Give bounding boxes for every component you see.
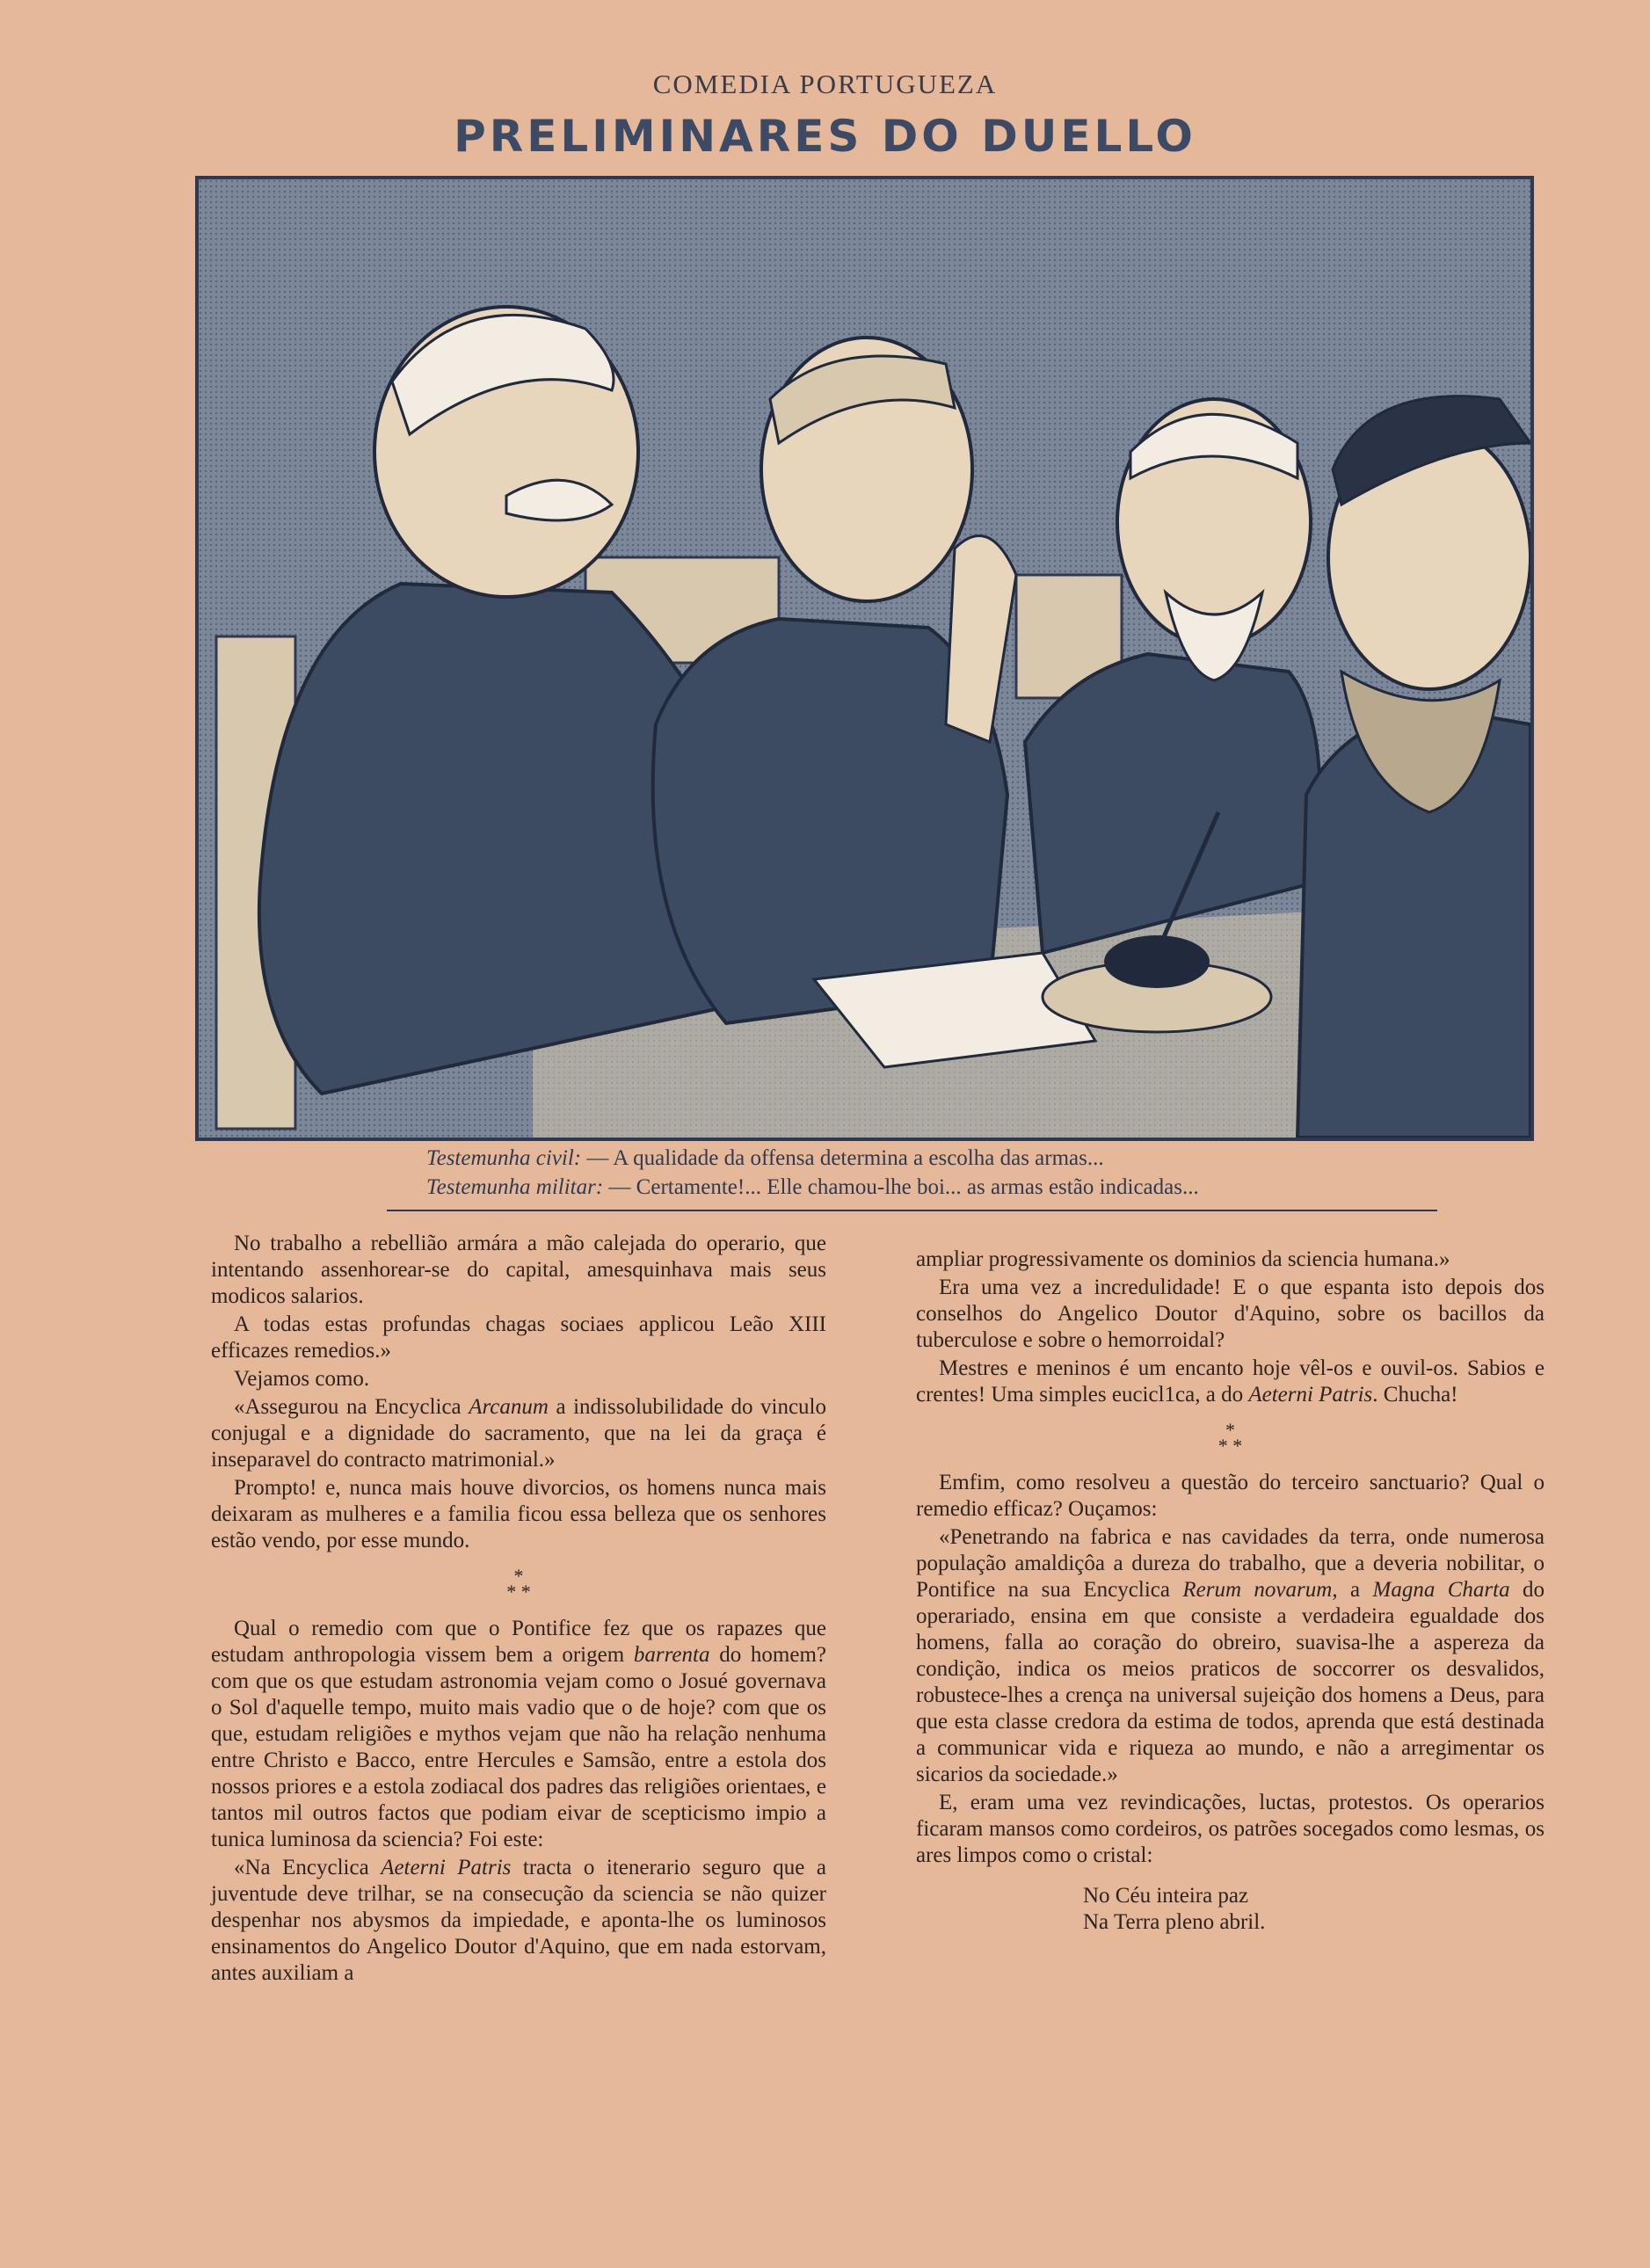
paragraph [211, 1394, 826, 1473]
caricature-illustration [195, 176, 1534, 1141]
text-run: «Penetrando na fabrica e nas cavidades da terra, onde numerosa população amaldiçôa a dureza do trabalho, que a deveria nobilitar, o Pontifice na sua Encyclica [916, 1525, 1545, 1602]
section-stars: * * * [1218, 1419, 1243, 1457]
headline: PRELIMINARES DO DUELLO [454, 111, 1196, 162]
caption-line-2 [426, 1175, 1481, 1200]
text-run: , a [1332, 1578, 1373, 1602]
caption-text-military: — Certamente!... Elle chamou-lhe boi... as armas estão indicadas... [603, 1175, 1199, 1199]
italic-run: Arcanum [469, 1395, 549, 1419]
text-run: do operariado, ensina em que consiste a verdadeira egualdade dos homens, falla ao coração do obreiro, suavisa-lhe a aspereza da condição, indica os meios praticos de soccorrer os desvalidos, robustece-lhes a crença na universal sujeição dos homens a Deus, para que esta classe credora da estima de todos, aprenda que está destinada a communicar vida e riqueza ao mundo, e não a arregimentar os sicarios da sociedade.» [916, 1578, 1545, 1786]
paragraph: Vejamos como. [234, 1367, 370, 1391]
paragraph [211, 1616, 826, 1853]
paragraph: A todas estas profundas chagas sociaes applicou Leão XIII efficazes remedios.» [211, 1312, 826, 1363]
verse-line: No Céu inteira paz [1083, 1884, 1249, 1908]
text-run: a indissolubilidade do vinculo conjugal e a dignidade do sacramento, que na lei da graça é inseparavel do contracto matrimonial.» [211, 1395, 826, 1472]
verse [1083, 1883, 1545, 1936]
right-column [916, 1247, 1545, 1936]
paragraph [916, 1524, 1545, 1788]
italic-run: Aeterni Patris [1248, 1383, 1373, 1407]
text-run: «Assegurou na Encyclica [234, 1395, 469, 1419]
italic-run: Aeterni Patris [381, 1856, 512, 1879]
text-run: tracta o itenerario seguro que a juventude deve trilhar, se na consecução da sciencia se não quizer despenhar nos abysmos da impiedade, e aponta-lhe os luminosos ensinamentos do Angelico Doutor d'Aquino, que em nada estorvam, antes auxiliam a [211, 1856, 826, 1985]
caption-text-civil: — A qualidade da offensa determina a escolha das armas... [581, 1146, 1104, 1170]
paragraph [916, 1356, 1545, 1408]
illustration-drawing-icon [199, 179, 1530, 1138]
paragraph: Era uma vez a incredulidade! E o que espanta isto depois dos conselhos do Angelico Doutor d'Aquino, sobre os bacillos da tuberculose e sobre o hemorroidal? [916, 1276, 1545, 1352]
text-run: do homem? com que os que estudam astronomia vejam como o Josué governava o Sol d'aquelle tempo, muito mais vadio que o de hoje? com que os que, estudam religiões e mythos vejam que não ha relação nenhuma entre Christo e Bacco, entre Hercules e Samsão, entre a estola dos nossos priores e a estola zodiacal dos padres das religiões orientaes, e tantos mil outros factos que podiam eivar de scepticismo impio a tunica luminosa da sciencia? Foi este: [211, 1643, 826, 1851]
text-run: . Chucha! [1372, 1383, 1458, 1407]
italic-run: Magna Charta [1372, 1578, 1510, 1602]
paragraph: No trabalho a rebellião armára a mão calejada do operario, que intentando assenhorear-se do capital, amesquinhava mais seus modicos salarios. [211, 1232, 826, 1308]
paragraph [211, 1855, 826, 1987]
paragraph: ampliar progressivamente os dominios da sciencia humana.» [916, 1247, 1450, 1271]
paragraph: E, eram uma vez revindicações, luctas, protestos. Os operarios ficaram mansos como cordeiros, os patrões socegados como lesmas, os ares limpos como o cristal: [916, 1791, 1545, 1867]
paragraph: Emfim, como resolveu a questão do terceiro sanctuario? Qual o remedio efficaz? Ouçamos: [916, 1471, 1545, 1521]
caption-line-1 [426, 1146, 1481, 1171]
italic-run: barrenta [633, 1643, 710, 1667]
text-run: «Na Encyclica [234, 1856, 382, 1879]
text-run: Qual o remedio com que o Pontifice fez que os rapazes que estudam anthropologia vissem bem a origem [211, 1617, 826, 1667]
italic-run: Rerum novarum [1182, 1578, 1333, 1602]
verse-line: Na Terra pleno abril. [1083, 1910, 1266, 1934]
section-stars: * * * [506, 1565, 531, 1603]
masthead: COMEDIA PORTUGUEZA [652, 69, 998, 99]
caption-speaker-civil: Testemunha civil: [426, 1146, 582, 1170]
caption-speaker-military: Testemunha militar: [426, 1175, 604, 1199]
left-column [211, 1231, 826, 1988]
divider-rule [387, 1210, 1437, 1211]
paragraph: Prompto! e, nunca mais houve divorcios, os homens nunca mais deixaram as mulheres e a familia ficou essa belleza que os senhores estão vendo, por esse mundo. [211, 1476, 826, 1552]
text-run: Mestres e meninos é um encanto hoje vêl-os e ouvil-os. Sabios e crentes! Uma simples eucicl1ca, a do [916, 1356, 1545, 1407]
